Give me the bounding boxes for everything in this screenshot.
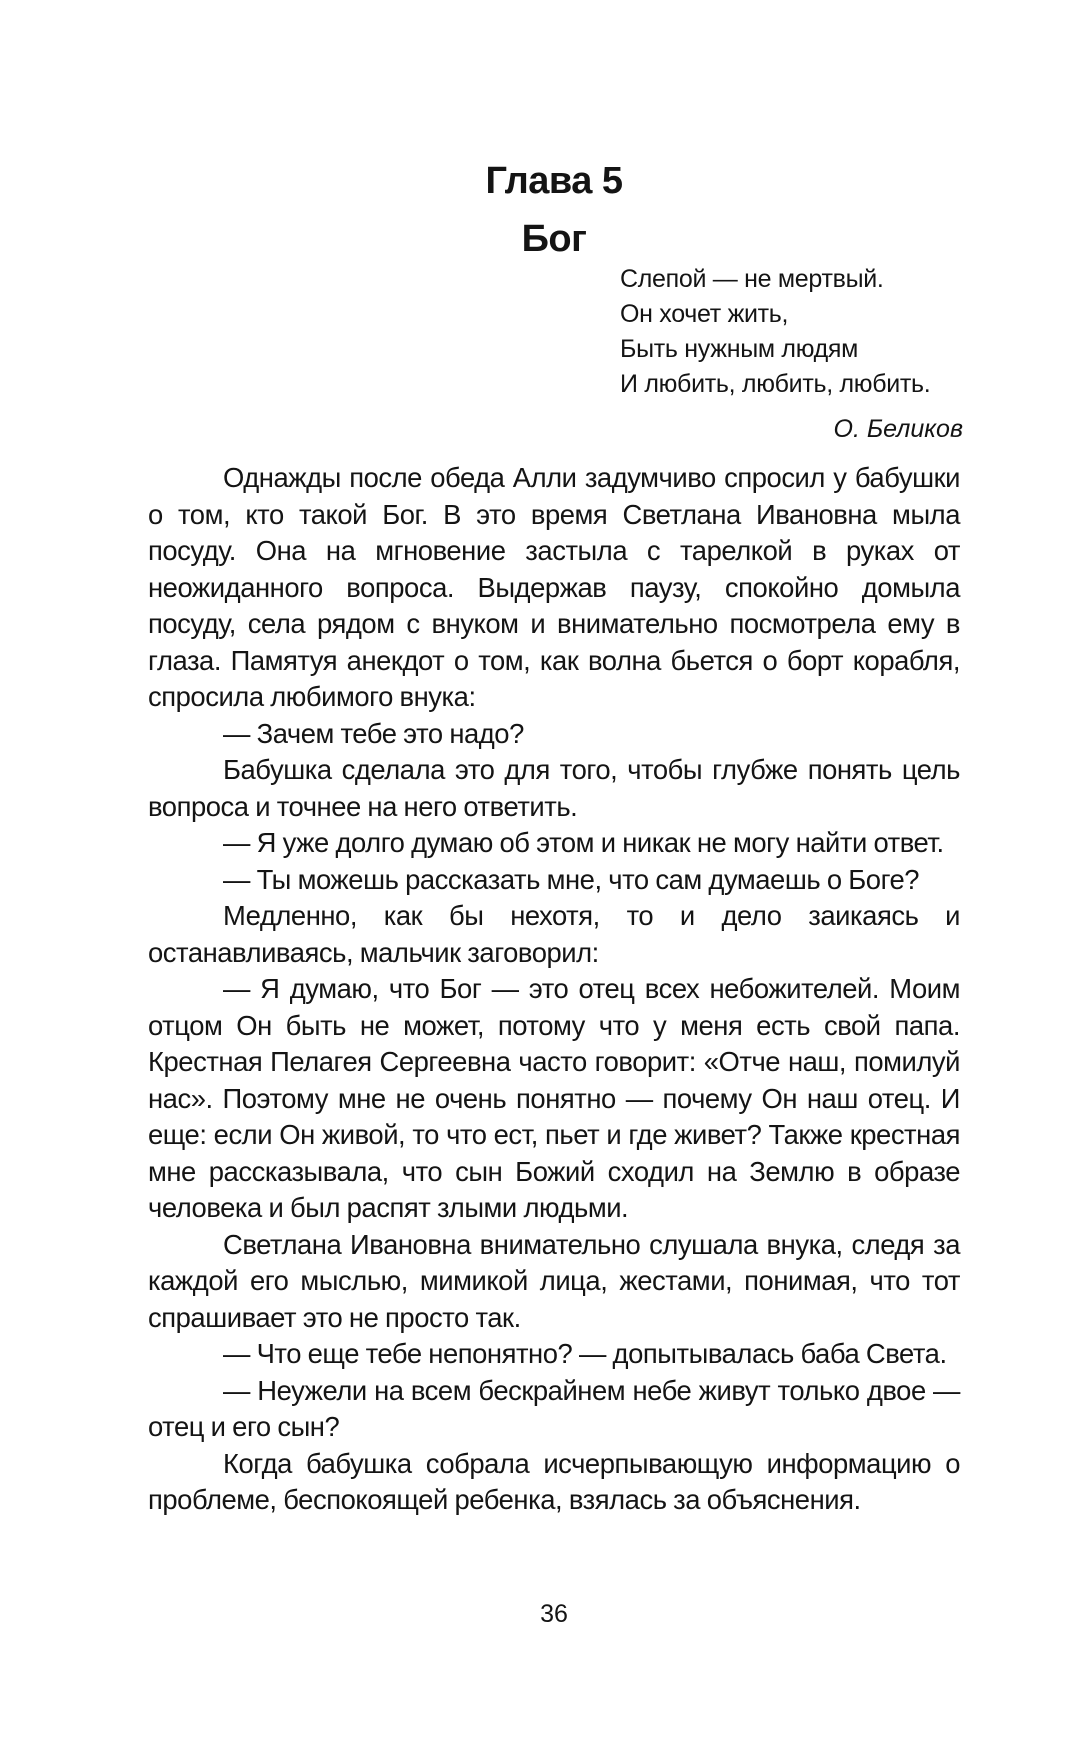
paragraph: Светлана Ивановна внимательно слушала внука, следя за каждой его мыслью, мимикой лица, жестами, понимая, что тот спрашивает это не просто так. [148,1228,960,1333]
page-number: 36 [540,1600,568,1628]
paragraph: — Ты можешь рассказать мне, что сам думаешь о Боге? [223,863,920,895]
epigraph [620,262,980,402]
body-text [148,460,960,1519]
paragraph: — Я думаю, что Бог — это отец всех небожителей. Моим отцом Он быть не может, потому что у меня есть свой папа. Крестная Пелагея Сергеевна часто говорит: «Отче наш, помилуй нас». Поэтому мне не очень понятно — почему Он наш отец. И еще: если Он живой, то что ест, пьет и где живет? Также крестная мне рассказывала, что сын Божий сходил на Землю в образе человека и был распят злыми людьми. [148,973,960,1223]
epigraph-line: Слепой — не мертвый. [620,265,884,293]
chapter-title: Бог [521,218,587,260]
epigraph-line: И любить, любить, любить. [620,370,931,398]
paragraph: — Неужели на всем бескрайнем небе живут только двое — отец и его сын? [148,1374,960,1442]
epigraph-line: Он хочет жить, [620,300,789,328]
chapter-number: Глава 5 [485,160,623,202]
paragraph: — Зачем тебе это надо? [223,717,524,749]
chapter-heading [0,152,1083,268]
paragraph: Бабушка сделала это для того, чтобы глубже понять цель вопроса и точнее на него ответить. [148,754,960,822]
epigraph-author: О. Беликов [833,415,963,443]
paragraph: — Я уже долго думаю об этом и никак не могу найти ответ. [223,827,944,858]
paragraph: Когда бабушка собрала исчерпывающую информацию о проблеме, беспокоящей ребенка, взялась за объяснения. [148,1447,960,1515]
paragraph: — Что еще тебе непонятно? — допытывалась баба Света. [223,1338,947,1369]
epigraph-line: Быть нужным людям [620,335,859,363]
paragraph: Медленно, как бы нехотя, то и дело заикаясь и останавливаясь, мальчик заговорил: [148,900,960,968]
paragraph: Однажды после обеда Алли задумчиво спросил у бабушки о том, кто такой Бог. В это время Светлана Ивановна мыла посуду. Она на мгновение застыла с тарелкой в руках от неожиданного вопроса. Выдержав паузу, спокойно домыла посуду, села рядом с внуком и внимательно посмотрела ему в глаза. Памятуя анекдот о том, как волна бьется о борт корабля, спросила любимого внука: [148,462,960,712]
